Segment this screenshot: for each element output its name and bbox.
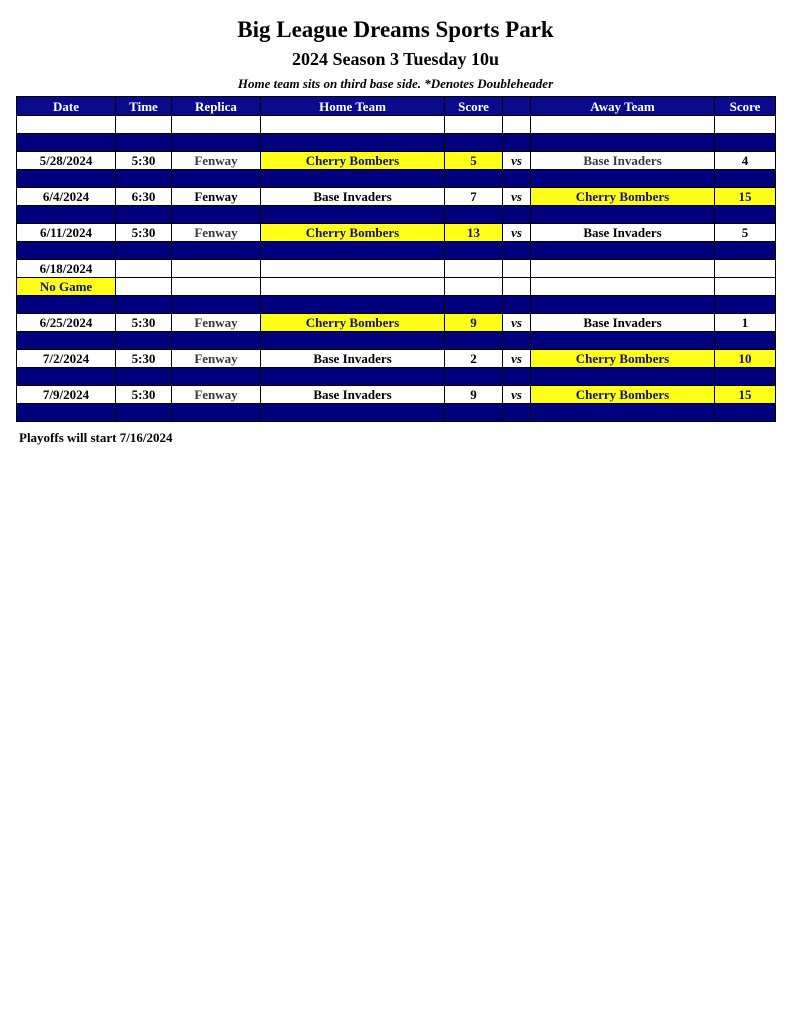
time-cell: 5:30 <box>116 152 172 170</box>
page-subtitle: 2024 Season 3 Tuesday 10u <box>291 49 500 69</box>
home-team-cell: Base Invaders <box>261 188 445 206</box>
table-row <box>17 386 776 404</box>
playoffs-note: Playoffs will start 7/16/2024 <box>19 430 173 445</box>
table-header-row <box>17 97 776 116</box>
separator-band <box>17 170 776 188</box>
separator-band <box>17 404 776 422</box>
column-header-home-team: Home Team <box>261 97 445 116</box>
separator-band <box>17 242 776 260</box>
column-header-replica: Replica <box>172 97 261 116</box>
home-score-cell: 7 <box>445 188 503 206</box>
home-score-cell: 9 <box>445 314 503 332</box>
replica-cell: Fenway <box>172 314 261 332</box>
away-team-cell: Base Invaders <box>531 152 715 170</box>
date-cell: 6/11/2024 <box>17 224 116 242</box>
replica-cell: Fenway <box>172 350 261 368</box>
vs-cell: vs <box>503 350 531 368</box>
home-team-cell: Cherry Bombers <box>261 224 445 242</box>
vs-cell: vs <box>503 314 531 332</box>
away-score-cell: 10 <box>715 350 776 368</box>
no-game-cell: No Game <box>17 278 116 296</box>
away-score-cell: 15 <box>715 386 776 404</box>
replica-cell: Fenway <box>172 386 261 404</box>
separator-band <box>17 332 776 350</box>
away-team-cell: Base Invaders <box>531 224 715 242</box>
separator-band <box>17 134 776 152</box>
column-header-home-score: Score <box>445 97 503 116</box>
time-cell: 5:30 <box>116 386 172 404</box>
time-cell: 6:30 <box>116 188 172 206</box>
table-row <box>17 314 776 332</box>
column-header-away-score: Score <box>715 97 776 116</box>
vs-cell: vs <box>503 224 531 242</box>
date-cell: 6/18/2024 <box>17 260 116 278</box>
date-cell: 5/28/2024 <box>17 152 116 170</box>
vs-cell: vs <box>503 386 531 404</box>
away-team-cell: Cherry Bombers <box>531 188 715 206</box>
separator-band <box>17 206 776 224</box>
page-title: Big League Dreams Sports Park <box>237 17 554 42</box>
date-cell: 6/4/2024 <box>17 188 116 206</box>
away-team-cell: Cherry Bombers <box>531 386 715 404</box>
away-score-cell: 15 <box>715 188 776 206</box>
date-cell: 7/9/2024 <box>17 386 116 404</box>
home-score-cell: 9 <box>445 386 503 404</box>
replica-cell: Fenway <box>172 224 261 242</box>
table-row <box>17 152 776 170</box>
vs-cell: vs <box>503 152 531 170</box>
away-score-cell: 1 <box>715 314 776 332</box>
schedule-table <box>16 96 776 422</box>
separator-band <box>17 368 776 386</box>
column-header-vs <box>503 97 531 116</box>
column-header-date: Date <box>17 97 116 116</box>
home-team-cell: Base Invaders <box>261 350 445 368</box>
replica-cell: Fenway <box>172 188 261 206</box>
table-row <box>17 224 776 242</box>
page-note: Home team sits on third base side. *Denotes Doubleheader <box>237 76 554 91</box>
date-cell: 7/2/2024 <box>17 350 116 368</box>
table-row <box>17 278 776 296</box>
column-header-away-team: Away Team <box>531 97 715 116</box>
home-team-cell: Base Invaders <box>261 386 445 404</box>
home-score-cell: 2 <box>445 350 503 368</box>
away-score-cell: 5 <box>715 224 776 242</box>
blank-row <box>17 116 776 134</box>
home-team-cell: Cherry Bombers <box>261 152 445 170</box>
replica-cell: Fenway <box>172 152 261 170</box>
table-row <box>17 350 776 368</box>
away-team-cell: Base Invaders <box>531 314 715 332</box>
table-row <box>17 188 776 206</box>
time-cell: 5:30 <box>116 350 172 368</box>
table-row <box>17 260 776 278</box>
home-score-cell: 13 <box>445 224 503 242</box>
time-cell: 5:30 <box>116 224 172 242</box>
away-score-cell: 4 <box>715 152 776 170</box>
vs-cell: vs <box>503 188 531 206</box>
date-cell: 6/25/2024 <box>17 314 116 332</box>
time-cell: 5:30 <box>116 314 172 332</box>
away-team-cell: Cherry Bombers <box>531 350 715 368</box>
column-header-time: Time <box>116 97 172 116</box>
home-team-cell: Cherry Bombers <box>261 314 445 332</box>
separator-band <box>17 296 776 314</box>
home-score-cell: 5 <box>445 152 503 170</box>
